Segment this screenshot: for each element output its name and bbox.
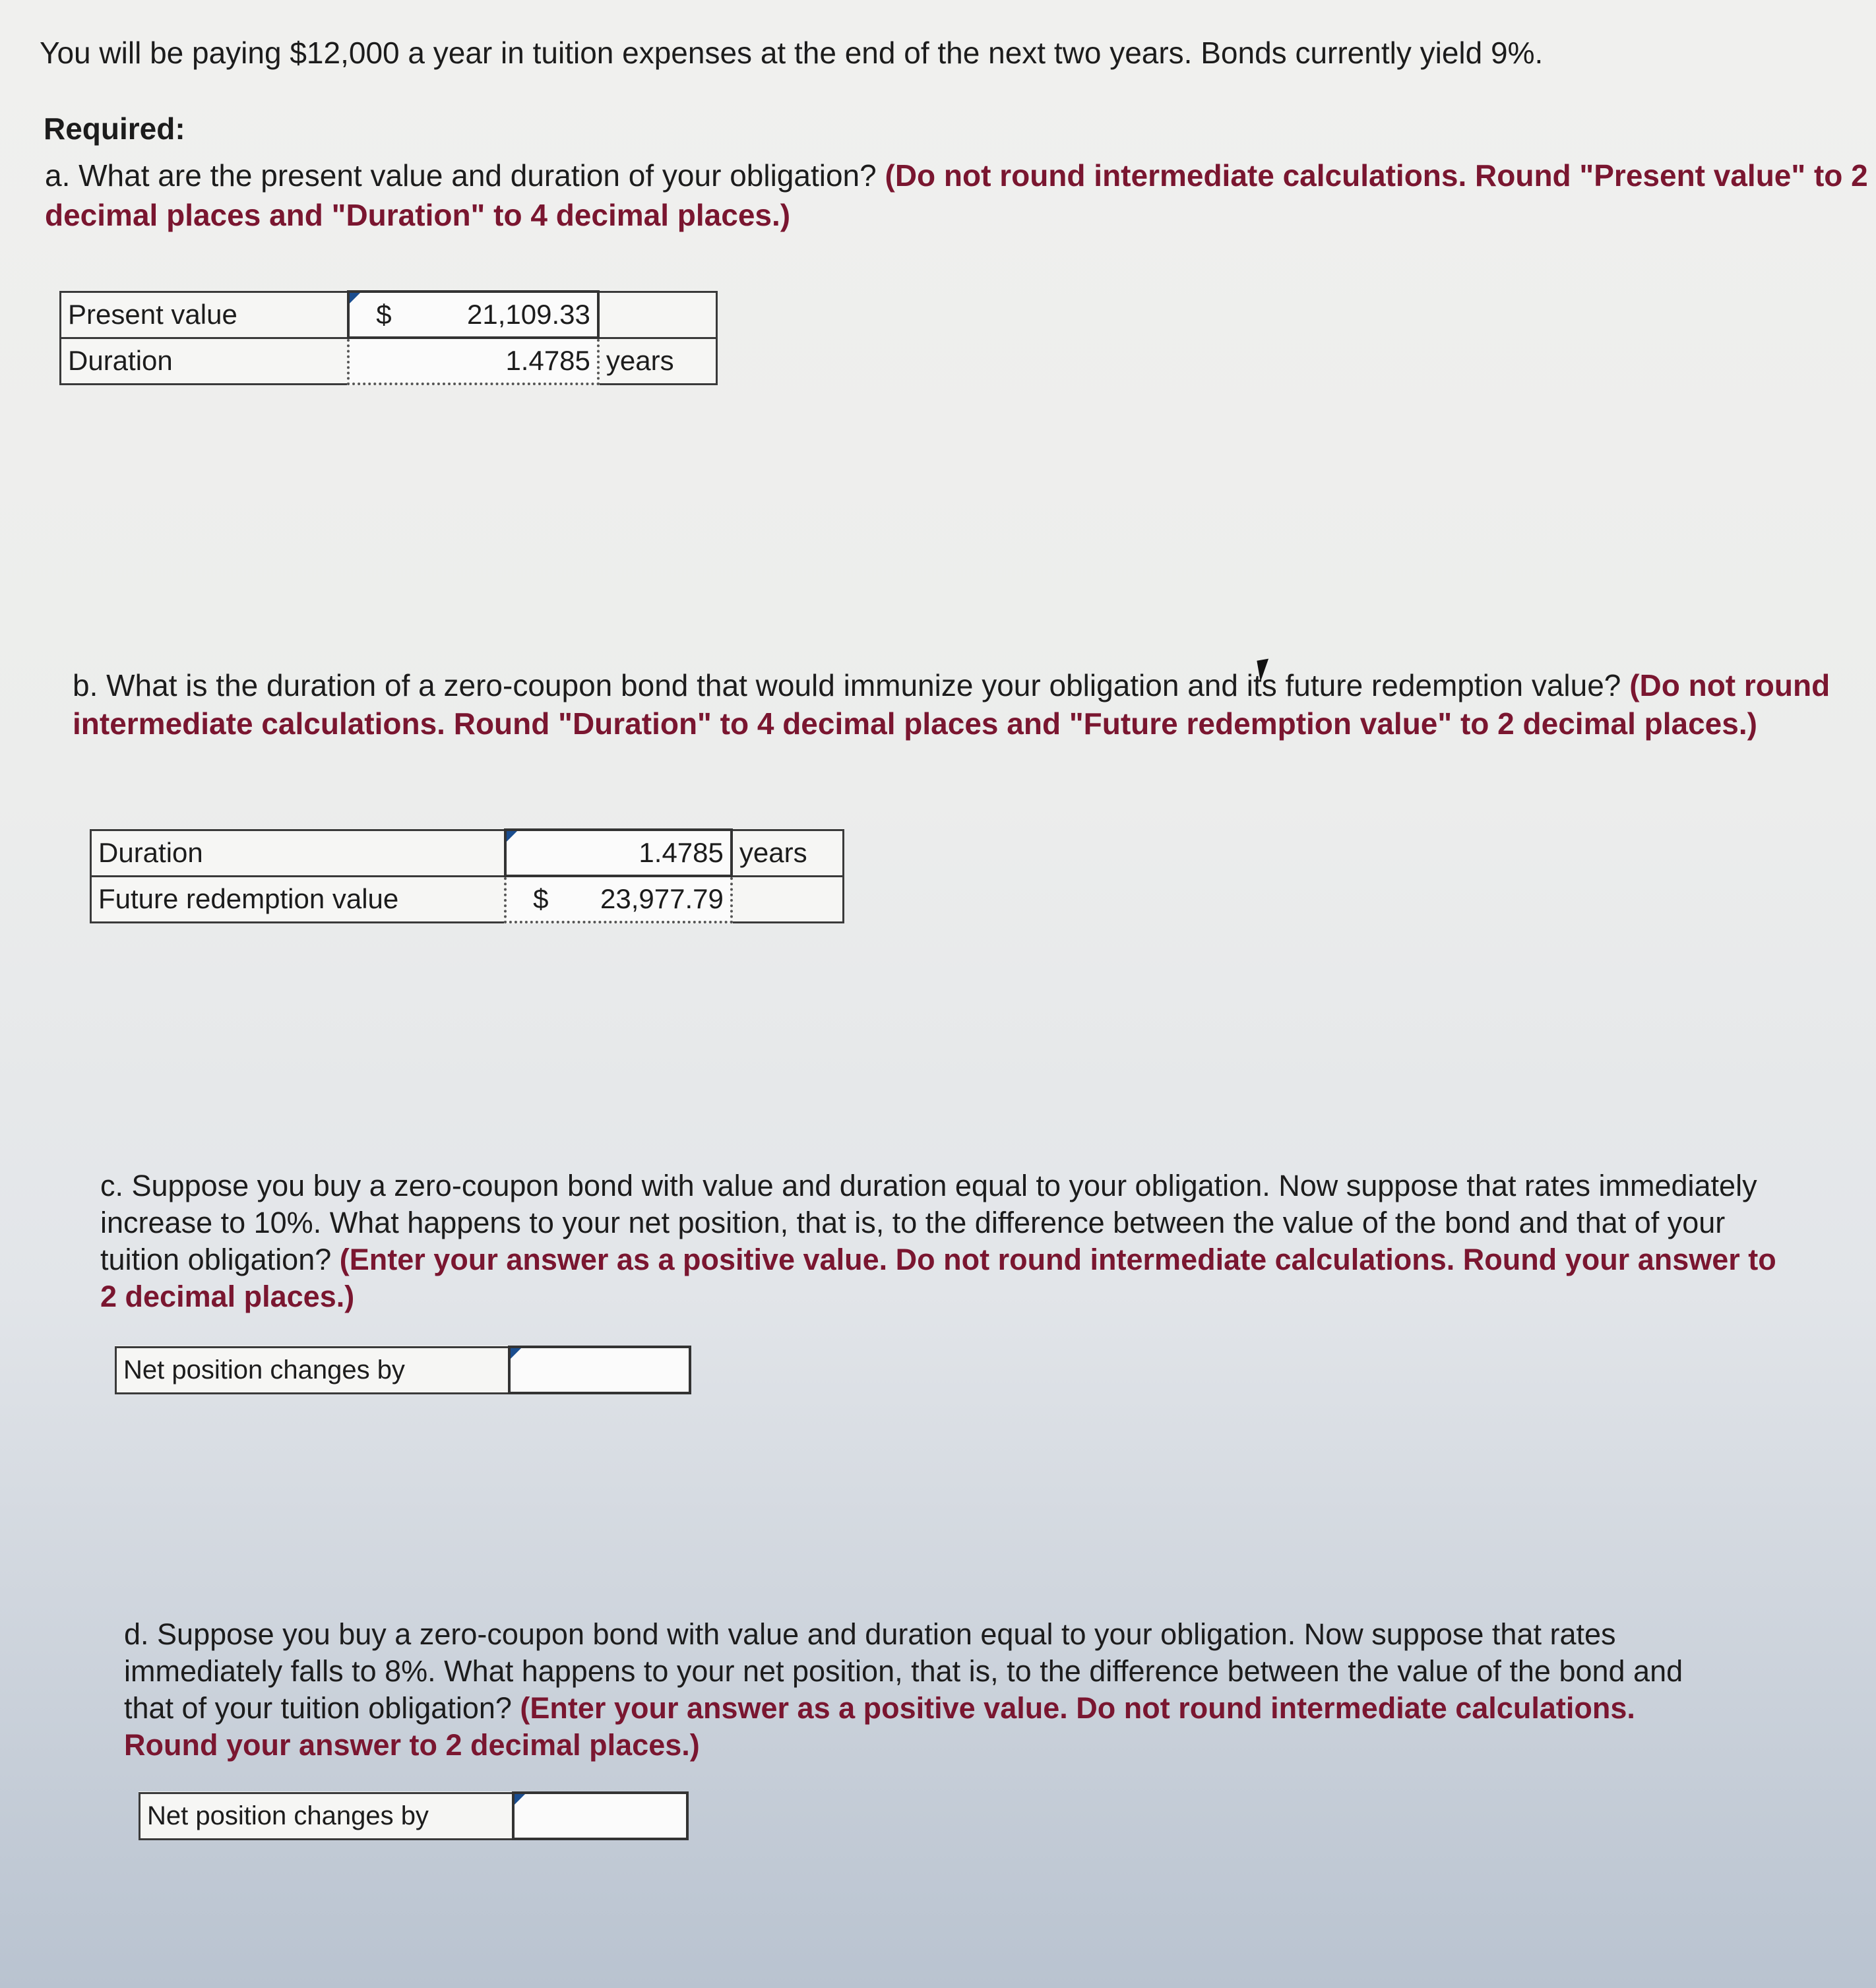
present-value-input[interactable]: [348, 292, 598, 338]
table-row: [140, 1793, 688, 1839]
duration-input[interactable]: [348, 338, 598, 384]
part-d-question: d. Suppose you buy a zero-coupon bond with value and duration equal to your obligation. Now suppose that rates immediately falls to 8%. What happens to your net position, that is, to the difference between the value of the bond and that of your tuition obligation?: [124, 1617, 1683, 1725]
future-redemption-value: 23,977.79: [600, 883, 724, 914]
part-c-question: c. Suppose you buy a zero-coupon bond with value and duration equal to your obligation. Now suppose that rates immediately increase to 10%. What happens to your net position, that is, to the difference between the value of the bond and that of your tuition obligation?: [100, 1169, 1757, 1276]
part-d-answer-table: [139, 1791, 689, 1840]
dollar-sign: $: [533, 883, 549, 914]
part-d-instruction: (Enter your answer as a positive value. Do not round intermediate calculations. Round your answer to 2 decimal places.): [124, 1691, 1635, 1762]
duration-value: 1.4785: [505, 345, 590, 376]
flag-icon: [350, 293, 360, 303]
part-b-question: b. What is the duration of a zero-coupon bond that would immunize your obligation and its future redemption value?: [73, 668, 1621, 702]
part-a-text: [45, 156, 1872, 235]
zero-duration-unit: years: [732, 830, 844, 876]
future-redemption-unit: [732, 876, 844, 922]
net-position-d-input[interactable]: [513, 1793, 687, 1839]
intro-text: You will be paying $12,000 a year in tuition expenses at the end of the next two years. Bonds currently yield 9%.: [40, 36, 1544, 70]
zero-duration-value: 1.4785: [639, 837, 724, 868]
table-row: [116, 1347, 691, 1393]
present-value-label: Present value: [61, 292, 349, 338]
part-b-answer-table: [90, 828, 844, 923]
present-value-unit: [598, 292, 717, 338]
required-label: Required:: [44, 111, 185, 146]
duration-unit: years: [598, 338, 717, 384]
part-c-instruction: (Enter your answer as a positive value. Do not round intermediate calculations. Round your answer to 2 decimal places.): [100, 1243, 1776, 1313]
flag-icon: [511, 1348, 521, 1359]
flag-icon: [515, 1794, 525, 1805]
table-row: [91, 876, 844, 922]
zero-duration-input[interactable]: [505, 830, 732, 876]
net-position-c-input[interactable]: [509, 1347, 690, 1393]
future-redemption-label: Future redemption value: [91, 876, 506, 922]
table-row: [61, 292, 717, 338]
part-c-text: [100, 1167, 1789, 1315]
present-value-value: 21,109.33: [467, 299, 590, 330]
part-b-instruction: (Do not round intermediate calculations. Round "Duration" to 4 decimal places and "Future redemption value" to 2 decimal places.): [73, 668, 1830, 741]
table-row: [91, 830, 844, 876]
net-position-c-label: Net position changes by: [116, 1347, 510, 1393]
future-redemption-input[interactable]: [505, 876, 732, 922]
part-c-answer-table: [115, 1346, 691, 1394]
part-b-text: [73, 666, 1854, 743]
part-d-text: [124, 1616, 1734, 1764]
duration-label: Duration: [61, 338, 349, 384]
part-a-instruction: (Do not round intermediate calculations. Round "Present value" to 2 decimal places and "Duration" to 4 decimal places.): [45, 158, 1868, 232]
dollar-sign: $: [376, 299, 392, 330]
flag-icon: [507, 831, 517, 842]
part-a-answer-table: [59, 290, 718, 385]
net-position-d-label: Net position changes by: [140, 1793, 514, 1839]
zero-duration-label: Duration: [91, 830, 506, 876]
table-row: [61, 338, 717, 384]
part-a-question: a. What are the present value and duration of your obligation?: [45, 158, 877, 193]
